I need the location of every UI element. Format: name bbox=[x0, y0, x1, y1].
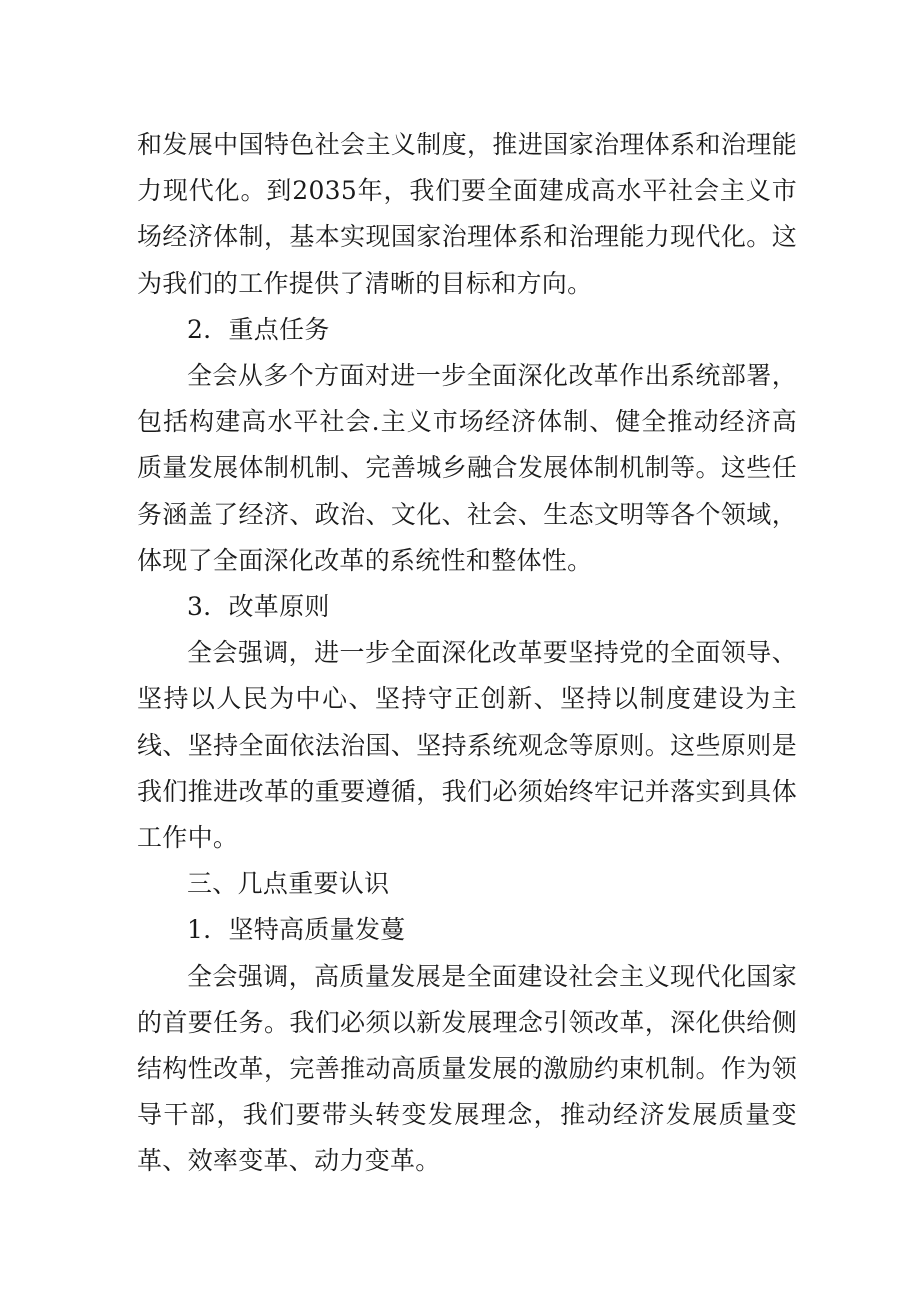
section-heading-key-tasks: 2．重点任务 bbox=[187, 314, 330, 344]
section-heading-reform-principles: 3．改革原则 bbox=[187, 592, 330, 622]
paragraph-key-tasks: 全会从多个方面对进一步全面深化改革作出系统部署，包括构建高水平社会.主义市场经济体制、健全推动经济高质量发展体制机制、完善城乡融合发展体制机制等。这些任务涵盖了经济、政治、文化、社会、生态文明等各个领域，体现了全面深化改革的系统性和整体性。 bbox=[137, 361, 797, 575]
paragraph-high-quality-development: 全会强调，高质量发展是全面建设社会主义现代化国家的首要任务。我们必须以新发展理念引领改革，深化供给侧结构性改革，完善推动高质量发展的激励约束机制。作为领导干部，我们要带头转变发展理念，推动经济发展质量变革、效率变革、动力变革。 bbox=[137, 961, 797, 1176]
paragraph-reform-principles: 全会强调，进一步全面深化改革要坚持党的全面领导、坚持以人民为中心、坚持守正创新、坚持以制度建设为主线、坚持全面依法治国、坚持系统观念等原则。这些原则是我们推进改革的重要遵循，我们必须始终牢记并落实到具体工作中。 bbox=[137, 638, 797, 853]
document-body bbox=[137, 122, 797, 1185]
section-heading-high-quality-development: 1．坚特高质量发蔓 bbox=[187, 915, 406, 945]
chapter-heading-key-understandings: 三、几点重要认识 bbox=[187, 869, 390, 899]
paragraph-continuation: 和发展中国特色社会主义制度，推进国家治理体系和治理能力现代化。到2035年，我们要全面建成高水平社会主义市场经济体制，基本实现国家治理体系和治理能力现代化。这为我们的工作提供了清晰的目标和方向。 bbox=[137, 130, 797, 298]
